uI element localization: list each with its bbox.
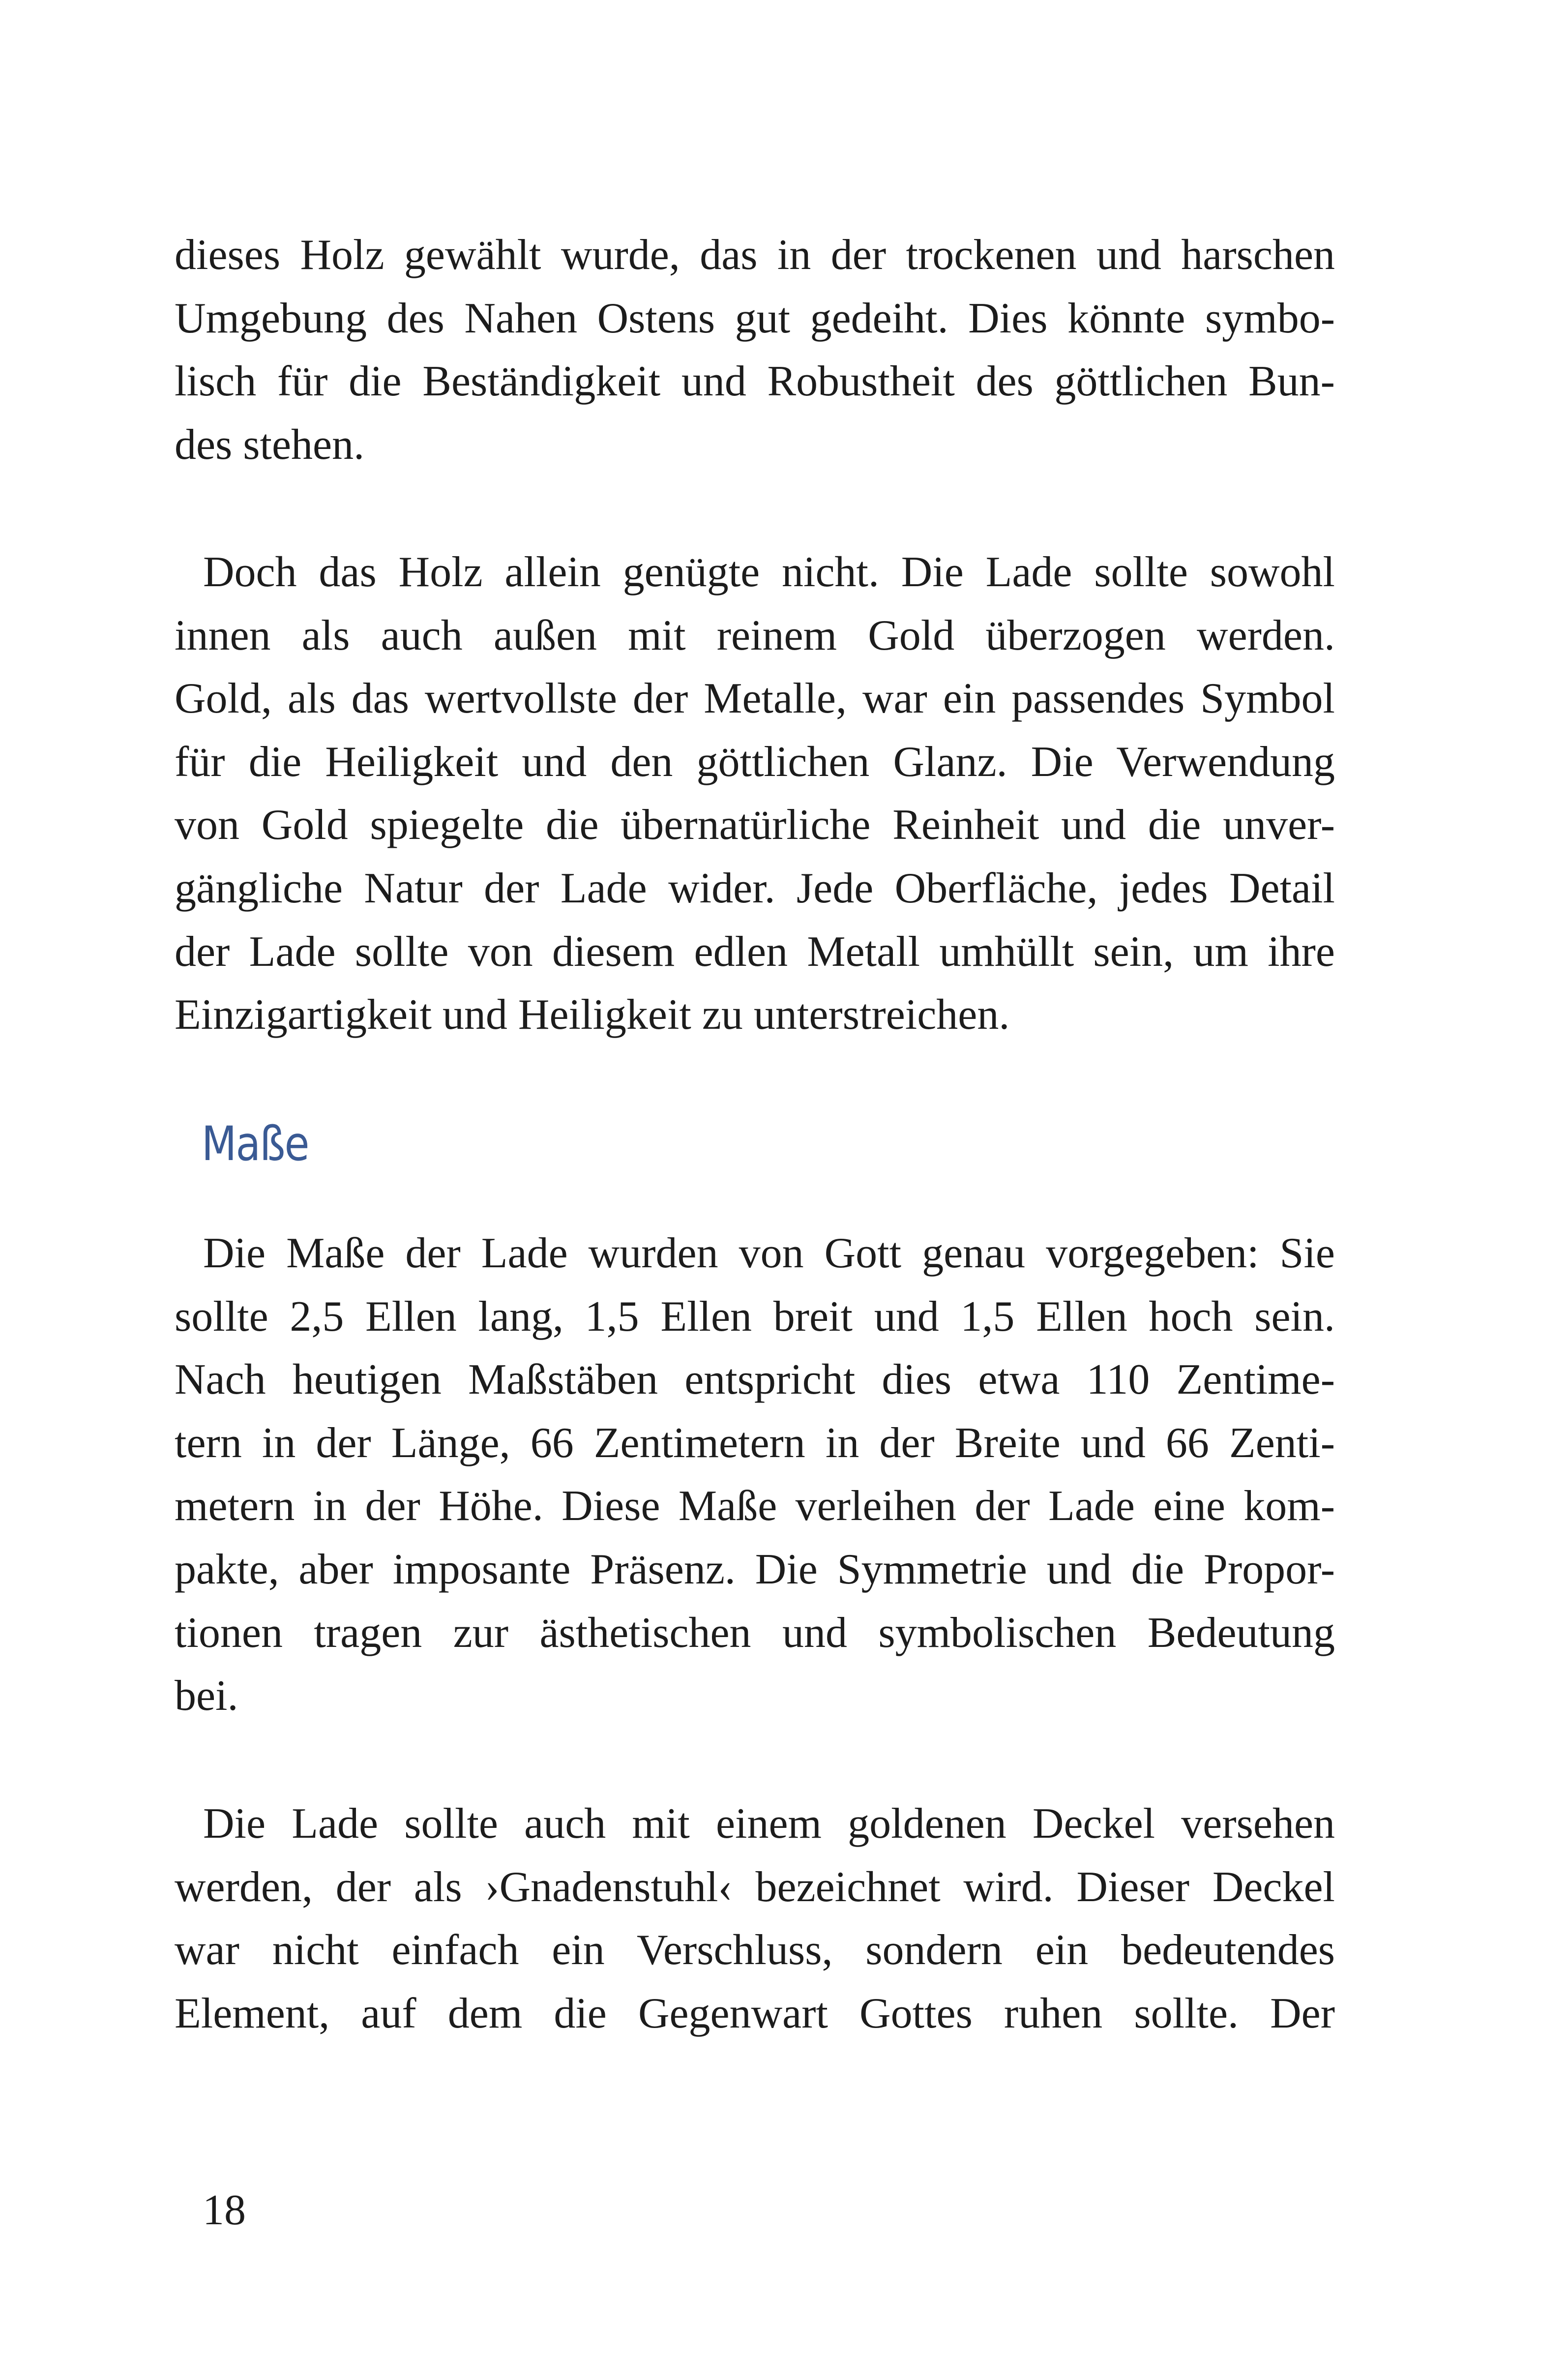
text-line: innen als auch außen mit reinem Gold überzogen werden.	[175, 611, 1335, 659]
paragraph-2	[175, 541, 1335, 1047]
paragraph-3	[175, 1222, 1335, 1728]
text-line: Die Lade sollte auch mit einem goldenen Deckel versehen	[203, 1800, 1335, 1848]
paragraph-text	[175, 1792, 1335, 2045]
text-line: des stehen.	[175, 420, 365, 469]
paragraph-text	[175, 541, 1335, 1047]
text-line: Element, auf dem die Gegenwart Gottes ruhen sollte. Der	[175, 1989, 1335, 2037]
text-line: der Lade sollte von diesem edlen Metall umhüllt sein, um ihre	[175, 927, 1335, 976]
text-line: war nicht einfach ein Verschluss, sondern ein bedeutendes	[175, 1926, 1335, 1974]
text-line: Einzigartigkeit und Heiligkeit zu unterstreichen.	[175, 991, 1010, 1039]
text-line: Nach heutigen Maßstäben entspricht dies etwa 110 Zentime-	[175, 1356, 1335, 1404]
text-line: Gold, als das wertvollste der Metalle, war ein passendes Symbol	[175, 675, 1335, 723]
text-line: Umgebung des Nahen Ostens gut gedeiht. Dies könnte symbo-	[175, 294, 1335, 342]
text-line: bei.	[175, 1672, 238, 1720]
paragraph-4	[175, 1792, 1335, 2045]
text-line: dieses Holz gewählt wurde, das in der trockenen und harschen	[175, 231, 1335, 279]
paragraph-1	[175, 224, 1335, 477]
page-number: 18	[203, 2186, 246, 2234]
text-line: Doch das Holz allein genügte nicht. Die Lade sollte sowohl	[203, 548, 1335, 596]
text-line: gängliche Natur der Lade wider. Jede Oberfläche, jedes Detail	[175, 864, 1335, 912]
text-line: pakte, aber imposante Präsenz. Die Symmetrie und die Propor-	[175, 1545, 1335, 1593]
paragraph-text	[175, 224, 1335, 477]
text-line: sollte 2,5 Ellen lang, 1,5 Ellen breit und 1,5 Ellen hoch sein.	[175, 1292, 1335, 1341]
paragraph-text	[175, 1222, 1335, 1728]
text-line: tionen tragen zur ästhetischen und symbolischen Bedeutung	[175, 1609, 1335, 1657]
text-line: werden, der als ›Gnadenstuhl‹ bezeichnet wird. Dieser Deckel	[175, 1863, 1335, 1911]
text-line: für die Heiligkeit und den göttlichen Glanz. Die Verwendung	[175, 738, 1335, 786]
text-line: von Gold spiegelte die übernatürliche Reinheit und die unver-	[175, 801, 1335, 849]
text-line: Die Maße der Lade wurden von Gott genau vorgegeben: Sie	[203, 1229, 1335, 1277]
section-heading: Maße	[202, 1116, 309, 1171]
text-line: metern in der Höhe. Diese Maße verleihen der Lade eine kom-	[175, 1482, 1335, 1530]
text-line: tern in der Länge, 66 Zentimetern in der Breite und 66 Zenti-	[175, 1419, 1335, 1467]
text-line: lisch für die Beständigkeit und Robustheit des göttlichen Bun-	[175, 358, 1335, 406]
